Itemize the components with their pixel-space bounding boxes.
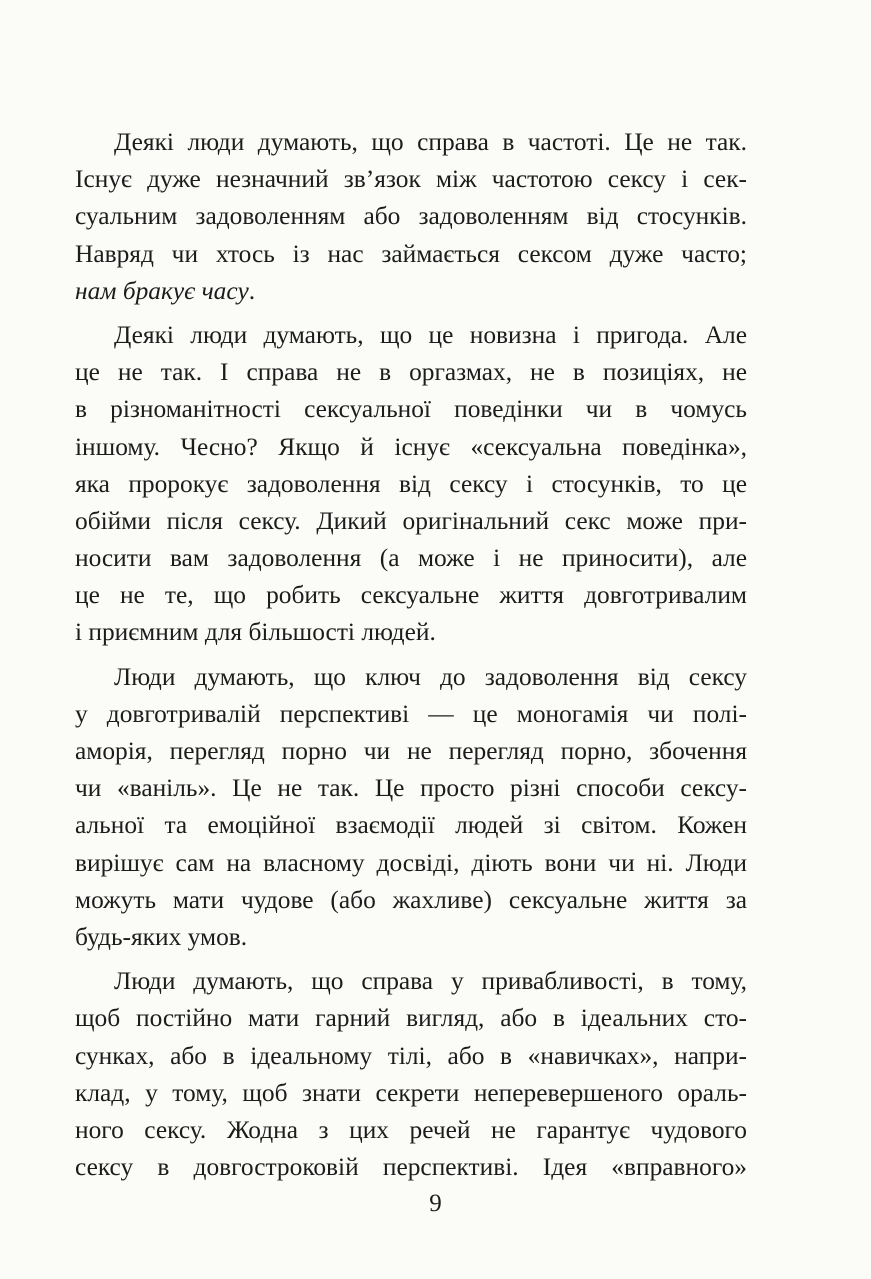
text-line: ного сексу. Жодна з цих речей не гарантує чудового: [75, 1115, 747, 1144]
text-line: [75, 273, 747, 310]
text-line: у довготривалій перспективі — це моногамія чи полі-: [75, 699, 747, 728]
text-line: Люди думають, що ключ до задоволення від сексу: [114, 662, 747, 691]
paragraph-1: [75, 124, 747, 310]
text-line: будь-яких умов.: [75, 922, 248, 951]
paragraph-2: [75, 317, 747, 652]
text-line: суальним задоволенням або задоволенням від стосунків.: [75, 202, 747, 231]
text-line: можуть мати чудове (або жахливе) сексуальне життя за: [75, 885, 747, 914]
paragraph-4: [75, 963, 747, 1186]
text-line: Деякі люди думають, що це новизна і пригода. Але: [114, 320, 747, 349]
italic-phrase: нам бракує часу: [75, 276, 249, 305]
text-line: Навряд чи хтось із нас займається сексом дуже часто;: [75, 239, 747, 268]
text-line: сексу в довгостроковій перспективі. Ідея «вправного»: [75, 1153, 747, 1182]
text-line: Деякі люди думають, що справа в частоті. Це не так.: [114, 128, 747, 156]
paragraph-3: [75, 659, 747, 957]
text-line: щоб постійно мати гарний вигляд, або в ідеальних сто-: [75, 1004, 747, 1033]
text-line: яка пророкує задоволення від сексу і стосунків, то це: [75, 469, 747, 498]
text-line: іншому. Чесно? Якщо й існує «сексуальна поведінка»,: [75, 432, 747, 461]
text-line: носити вам задоволення (а може і не приносити), але: [75, 544, 747, 573]
text-line: це не так. І справа не в оргазмах, не в позиціях, не: [75, 358, 747, 387]
text-line: це не те, що робить сексуальне життя довготривалим: [75, 581, 747, 610]
text-line: альної та емоційної взаємодії людей зі світом. Кожен: [75, 811, 747, 840]
text-line: Існує дуже незначний зв’язок між частотою сексу і сек-: [75, 165, 747, 194]
text-line: Люди думають, що справа у привабливості, в тому,: [114, 967, 747, 996]
text-line: клад, у тому, щоб знати секрети неперевершеного ораль-: [75, 1078, 747, 1107]
text-line: аморія, перегляд порно чи не перегляд порно, збочення: [75, 737, 747, 765]
text-line: сунках, або в ідеальному тілі, або в «навичках», напри-: [75, 1041, 747, 1070]
line-end-punctuation: .: [248, 276, 256, 305]
text-line: обійми після сексу. Дикий оригінальний секс може при-: [75, 506, 747, 535]
text-line: вирішує сам на власному досвіді, діють вони чи ні. Люди: [75, 848, 747, 877]
page-number: 9: [429, 1190, 442, 1217]
text-line: чи «ваніль». Це не так. Це просто різні способи сексу-: [75, 774, 747, 803]
text-line: і приємним для більшості людей.: [75, 618, 436, 647]
text-line: в різноманітності сексуальної поведінки чи в чомусь: [75, 395, 747, 424]
page-body: [75, 124, 747, 1186]
